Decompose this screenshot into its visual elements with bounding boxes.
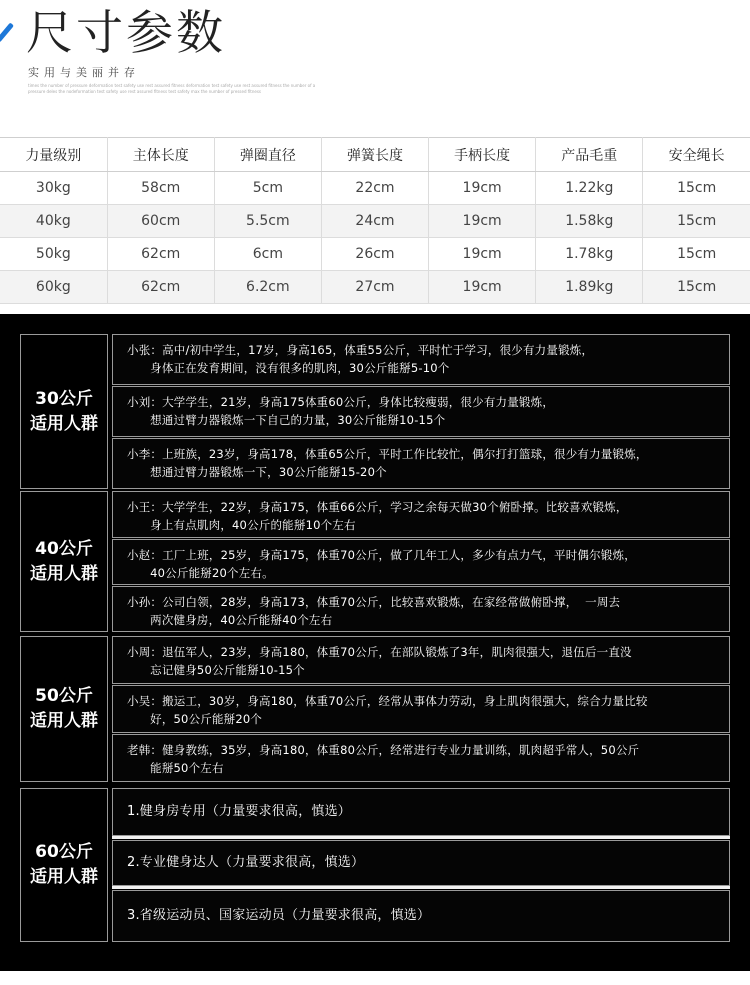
table-cell: 1.58kg [536, 205, 643, 238]
table-cell: 15cm [643, 238, 750, 271]
list-item: 2.专业健身达人（力量要求很高，慎选） [112, 840, 730, 886]
table-cell: 27cm [321, 271, 428, 304]
table-row [0, 271, 750, 304]
table-cell: 60cm [107, 205, 214, 238]
group-rows [112, 334, 730, 489]
page-subtitle: 实用与美丽并存 [28, 66, 140, 79]
table-cell: 15cm [643, 205, 750, 238]
list-item: 3.省级运动员、国家运动员（力量要求很高，慎选） [112, 890, 730, 942]
group-40kg [20, 491, 730, 632]
table-cell: 5.5cm [214, 205, 321, 238]
table-cell: 19cm [429, 271, 536, 304]
group-label-audience: 适用人群 [30, 413, 98, 434]
group-label [20, 636, 108, 782]
table-cell: 50kg [0, 238, 107, 271]
table-cell: 60kg [0, 271, 107, 304]
table-cell: 1.22kg [536, 172, 643, 205]
group-label-weight: 30公斤 [35, 388, 93, 409]
header-cell: 弹圈直径 [214, 138, 321, 172]
table-cell: 62cm [107, 238, 214, 271]
group-label-audience: 适用人群 [30, 867, 98, 887]
table-cell: 62cm [107, 271, 214, 304]
table-cell: 40kg [0, 205, 107, 238]
page-title: 尺寸参数 [26, 6, 226, 61]
header-cell: 主体长度 [107, 138, 214, 172]
list-item: 小张：高中/初中学生，17岁，身高165，体重55公斤，平时忙于学习，很少有力量锻炼， 身体正在发育期间，没有很多的肌肉，30公斤能掰5-10个 [112, 334, 730, 385]
table-cell: 58cm [107, 172, 214, 205]
table-cell: 6cm [214, 238, 321, 271]
group-60kg [20, 788, 730, 942]
spec-header-row [0, 138, 750, 172]
group-label-audience: 适用人群 [30, 563, 98, 584]
group-rows [112, 788, 730, 942]
accent-stroke-icon [0, 22, 14, 42]
header-cell: 弹簧长度 [321, 138, 428, 172]
audience-panel [0, 314, 750, 971]
header-cell: 手柄长度 [429, 138, 536, 172]
table-cell: 15cm [643, 172, 750, 205]
list-item: 小孙：公司白领，28岁，身高173，体重70公斤，比较喜欢锻炼，在家经常做俯卧撑， 一周去 两次健身房，40公斤能掰40个左右 [112, 586, 730, 632]
table-cell: 26cm [321, 238, 428, 271]
group-label [20, 334, 108, 489]
table-cell: 24cm [321, 205, 428, 238]
table-cell: 1.78kg [536, 238, 643, 271]
group-30kg [20, 334, 730, 489]
table-cell: 5cm [214, 172, 321, 205]
list-item: 小王：大学学生，22岁，身高175，体重66公斤，学习之余每天做30个俯卧撑。比较喜欢锻炼， 身上有点肌肉，40公斤的能掰10个左右 [112, 491, 730, 538]
list-item: 小周：退伍军人，23岁，身高180，体重70公斤，在部队锻炼了3年，肌肉很强大，退伍后一直没 忘记健身50公斤能掰10-15个 [112, 636, 730, 684]
group-label-weight: 60公斤 [35, 842, 93, 862]
group-label-audience: 适用人群 [30, 711, 98, 731]
table-cell: 19cm [429, 238, 536, 271]
group-rows [112, 491, 730, 632]
fine-print: times the number of pressure deformation test safety use rest assured fitness deformation test safety use rest assured fitness the number of a pressure deles the nodeformation test safety use rest assured fitness test safety max the number of pressed fitness [28, 83, 316, 94]
list-item: 小吴：搬运工，30岁，身高180，体重70公斤，经常从事体力劳动，身上肌肉很强大，综合力量比较 好，50公斤能掰20个 [112, 685, 730, 733]
group-rows [112, 636, 730, 782]
table-row [0, 172, 750, 205]
list-item: 小李：上班族，23岁，身高178，体重65公斤，平时工作比较忙，偶尔打打篮球，很少有力量锻炼， 想通过臂力器锻炼一下，30公斤能掰15-20个 [112, 438, 730, 489]
table-cell: 1.89kg [536, 271, 643, 304]
group-label [20, 491, 108, 632]
list-item: 1.健身房专用（力量要求很高，慎选） [112, 788, 730, 836]
table-cell: 6.2cm [214, 271, 321, 304]
list-item: 老韩：健身教练，35岁，身高180，体重80公斤，经常进行专业力量训练，肌肉超乎常人，50公斤 能掰50个左右 [112, 734, 730, 782]
group-label [20, 788, 108, 942]
header-cell: 安全绳长 [643, 138, 750, 172]
divider [112, 836, 730, 839]
list-item: 小刘：大学学生，21岁，身高175体重60公斤，身体比较瘦弱，很少有力量锻炼， 想通过臂力器锻炼一下自己的力量，30公斤能掰10-15个 [112, 386, 730, 437]
table-cell: 19cm [429, 172, 536, 205]
table-row [0, 205, 750, 238]
spec-table [0, 137, 750, 304]
group-50kg [20, 636, 730, 782]
table-cell: 22cm [321, 172, 428, 205]
table-cell: 15cm [643, 271, 750, 304]
divider [112, 886, 730, 889]
table-cell: 30kg [0, 172, 107, 205]
group-label-weight: 50公斤 [35, 686, 93, 706]
list-item: 小赵：工厂上班，25岁，身高175，体重70公斤，做了几年工人，多少有点力气，平时偶尔锻炼， 40公斤能掰20个左右。 [112, 539, 730, 585]
group-label-weight: 40公斤 [35, 538, 93, 559]
header-cell: 力量级别 [0, 138, 107, 172]
table-row [0, 238, 750, 271]
table-cell: 19cm [429, 205, 536, 238]
header-cell: 产品毛重 [536, 138, 643, 172]
